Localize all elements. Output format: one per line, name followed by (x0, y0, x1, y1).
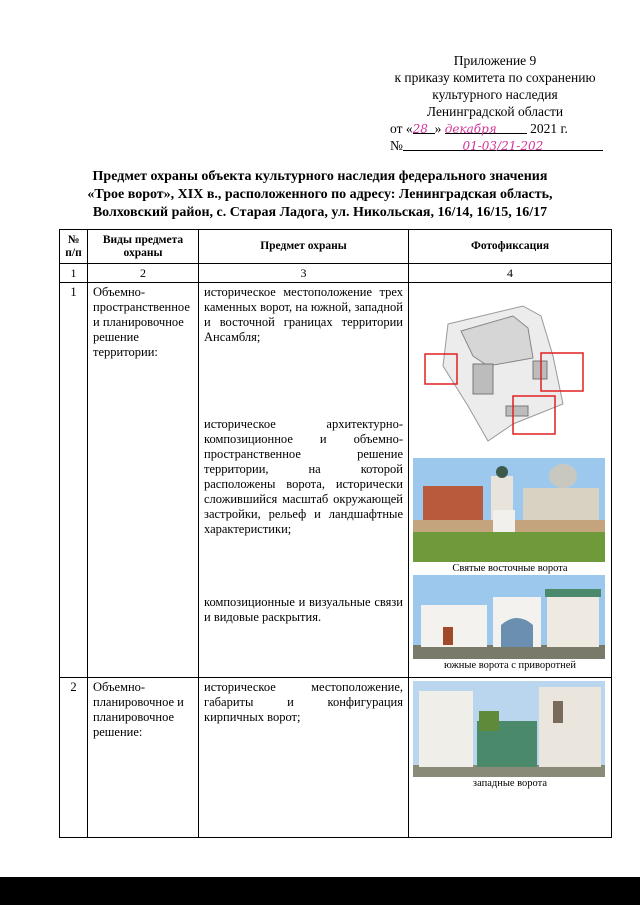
appendix-number (370, 137, 620, 154)
appendix-line-3: культурного наследия (432, 87, 558, 102)
row-number: 1 (60, 283, 88, 678)
header-num: № п/п (60, 230, 88, 264)
site-plan-image (413, 286, 603, 446)
date-day: 28 (412, 122, 428, 136)
photo-southern-gates (413, 575, 605, 659)
title-line-2: «Трое ворот», XIX в., расположенного по адресу: Ленинградская область, (87, 187, 553, 202)
header-kind: Виды предмета охраны (88, 230, 199, 264)
table-row (60, 283, 612, 678)
header-photo: Фотофиксация (409, 230, 612, 264)
col-number: 2 (88, 264, 199, 283)
photo-caption: западные ворота (472, 778, 548, 789)
column-number-row (60, 264, 612, 283)
appendix-header (370, 52, 620, 154)
photo-caption: Святые восточные ворота (452, 563, 568, 574)
photo-caption: южные ворота с приворотней (443, 660, 577, 671)
subject-item: историческое местоположение трех каменных ворот, на южной, западной и восточной границах территории Ансамбля; (204, 285, 403, 344)
photo-eastern-gates (413, 458, 605, 562)
appendix-date (370, 120, 620, 137)
subject-item: историческое местоположение, габариты и конфигурация кирпичных ворот; (204, 680, 403, 724)
photo-western-gates (413, 681, 605, 777)
row-photos (409, 283, 612, 678)
row-subject (199, 678, 409, 838)
date-year: 2021 г. (530, 121, 568, 136)
row-kind: Объемно-планировочное и планировочное решение: (88, 678, 199, 838)
title-line-1: Предмет охраны объекта культурного наследия федерального значения (92, 169, 548, 184)
row-number: 2 (60, 678, 88, 838)
number-value: 01-03/21-202 (462, 139, 544, 153)
appendix-line-4: Ленинградской области (426, 104, 564, 119)
title-line-3: Волховский район, с. Старая Ладога, ул. Никольская, 16/14, 16/15, 16/17 (92, 205, 548, 220)
document-title (40, 168, 600, 222)
row-kind: Объемно-пространственное и планировочное решение территории: (88, 283, 199, 678)
col-number: 3 (199, 264, 409, 283)
date-mid: » (434, 121, 442, 136)
table-row (60, 678, 612, 838)
appendix-line-2: к приказу комитета по сохранению (394, 70, 596, 85)
table-header-row (60, 230, 612, 264)
row-subject (199, 283, 409, 678)
date-prefix: от « (390, 121, 413, 136)
scan-bottom-edge (0, 877, 640, 905)
appendix-line-1: Приложение 9 (453, 53, 537, 68)
number-line (403, 137, 603, 151)
protection-table (59, 229, 612, 838)
subject-item: историческое архитектурно-композиционное и объемно-пространственное решение территории, на которой расположены ворота, исторически сложившийся масштаб окружающей застройки, рельеф и ландшафтные характеристики; (204, 417, 403, 536)
date-month: декабря (444, 122, 497, 136)
date-month-line (445, 120, 527, 134)
date-day-line (413, 120, 435, 134)
col-number: 4 (409, 264, 612, 283)
header-subject: Предмет охраны (199, 230, 409, 264)
subject-item: композиционные и визуальные связи и видовые раскрытия. (204, 595, 403, 624)
number-prefix: № (390, 138, 403, 153)
col-number: 1 (60, 264, 88, 283)
row-photos (409, 678, 612, 838)
